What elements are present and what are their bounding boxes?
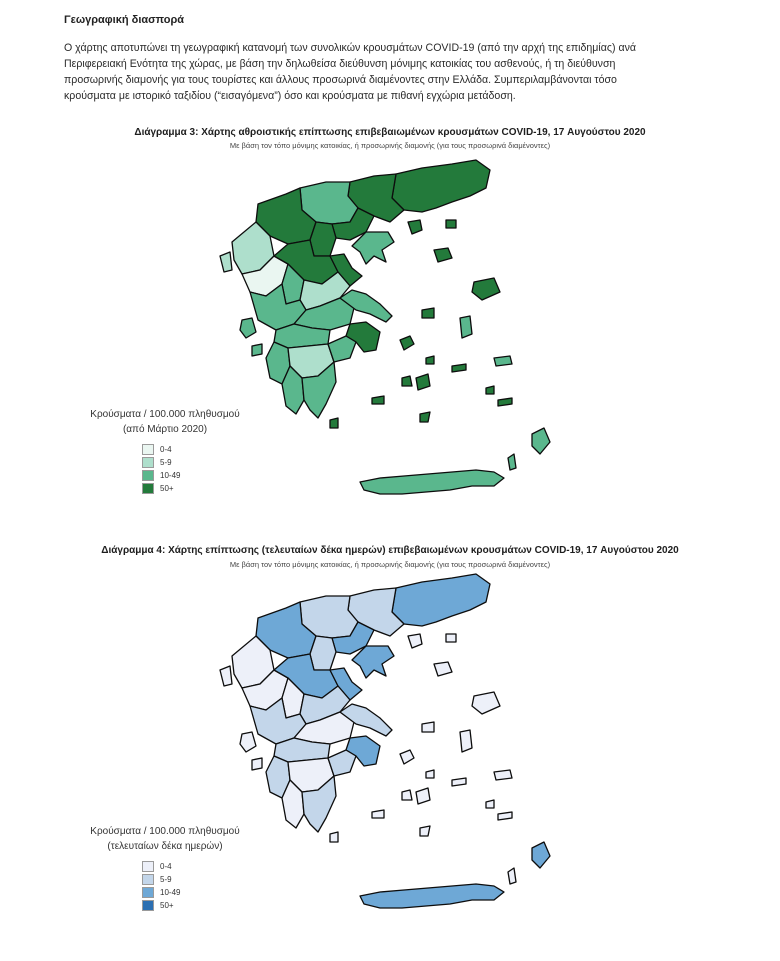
map-3-island-chios bbox=[460, 316, 472, 338]
map-3-region-pieria bbox=[310, 222, 336, 256]
map-4-region-thrace bbox=[392, 574, 490, 626]
map-3-legend-title-line: Κρούσματα / 100.000 πληθυσμού bbox=[90, 409, 240, 420]
map-3-legend-label: 50+ bbox=[160, 484, 174, 493]
map-3-legend-label: 5-9 bbox=[160, 458, 172, 467]
intro-line: κρούσματα με ιστορικό ταξιδίου (“εισαγόμενα”) όσο και κρούσματα με πιθανή εγχώρια μετάδοση. bbox=[64, 90, 516, 102]
map-4-region-argolida bbox=[328, 750, 356, 776]
map-4-legend-label: 50+ bbox=[160, 901, 174, 910]
map-3-title: Διάγραμμα 3: Χάρτης αθροιστικής επίπτωσης επιβεβαιωμένων κρουσμάτων COVID-19, 17 Αυγούστου 2020 bbox=[134, 127, 646, 138]
map-4-legend-item bbox=[142, 860, 250, 873]
map-4-legend-label: 0-4 bbox=[160, 862, 172, 871]
map-3-island-kalymnos bbox=[486, 386, 494, 394]
map-3-island-mykonos bbox=[426, 356, 434, 364]
map-3-legend-swatch bbox=[142, 483, 154, 494]
map-4-legend bbox=[80, 824, 250, 912]
map-4-legend-item bbox=[142, 873, 250, 886]
intro-line: Ο χάρτης αποτυπώνει τη γεωγραφική κατανομή των συνολικών κρουσμάτων COVID-19 (από την αρχή της επιδημίας) ανά bbox=[64, 42, 637, 54]
map-4-region-pieria bbox=[310, 636, 336, 670]
map-3-island-andros bbox=[400, 336, 414, 350]
map-3-island-santorini bbox=[420, 412, 430, 422]
map-4-island-karpathos bbox=[508, 868, 516, 884]
section-title: Γεωγραφική διασπορά bbox=[64, 14, 185, 26]
map-3-island-samos bbox=[494, 356, 512, 366]
map-3-legend-item bbox=[142, 469, 250, 482]
map-3-island-lemnos bbox=[434, 248, 452, 262]
map-4-legend-swatch bbox=[142, 900, 154, 911]
map-4-island-chios bbox=[460, 730, 472, 752]
map-3-region-argolida bbox=[328, 336, 356, 362]
map-3-legend-swatch bbox=[142, 457, 154, 468]
map-3-island-zakynthos bbox=[252, 344, 262, 356]
map-3-island-karpathos bbox=[508, 454, 516, 470]
map-3-legend bbox=[80, 407, 250, 495]
map-3-island-samothrace bbox=[446, 220, 456, 228]
map-3-legend-swatch bbox=[142, 470, 154, 481]
map-4-island-kalymnos bbox=[486, 800, 494, 808]
map-3-legend-item bbox=[142, 443, 250, 456]
map-4-legend-title-line: (τελευταίων δέκα ημερών) bbox=[107, 841, 223, 852]
map-3-legend-label: 0-4 bbox=[160, 445, 172, 454]
map-3-island-lesvos bbox=[472, 278, 500, 300]
map-4-island-kythira bbox=[330, 832, 338, 842]
map-3-island-milos bbox=[372, 396, 384, 404]
map-3-island-rhodes bbox=[532, 428, 550, 454]
map-4-region-crete bbox=[360, 884, 504, 908]
map-4-island-andros bbox=[400, 750, 414, 764]
map-4-island-lesvos bbox=[472, 692, 500, 714]
map-4-legend-item bbox=[142, 886, 250, 899]
map-4-island-skyros bbox=[422, 722, 434, 732]
intro-line: προσωρινής διαμονής για τους τουρίστες και άλλους προσωρινά διαμένοντες στην Ελλάδα. Συμπεριλαμβάνονται τόσο bbox=[64, 74, 617, 86]
map-3-island-kefalonia bbox=[240, 318, 256, 338]
map-4-legend-swatch bbox=[142, 861, 154, 872]
map-3-legend-title-line: (από Μάρτιο 2020) bbox=[122, 424, 208, 435]
map-3-region-thrace bbox=[392, 160, 490, 212]
map-4-island-corfu bbox=[220, 666, 232, 686]
map-4-island-santorini bbox=[420, 826, 430, 836]
map-4-legend-label: 5-9 bbox=[160, 875, 172, 884]
map-4-legend-swatch bbox=[142, 874, 154, 885]
map-4-island-milos bbox=[372, 810, 384, 818]
map-3-legend-swatch bbox=[142, 444, 154, 455]
map-3-subtitle: Με βάση τον τόπο μόνιμης κατοικίας, ή προσωρινής διαμονής (για τους προσωρινά διαμένοντες) bbox=[229, 141, 551, 150]
map-3-island-thasos bbox=[408, 220, 422, 234]
map-4-island-zakynthos bbox=[252, 758, 262, 770]
map-3-island-ikaria bbox=[452, 364, 466, 372]
map-4-island-mykonos bbox=[426, 770, 434, 778]
map-4-island-kefalonia bbox=[240, 732, 256, 752]
map-3-island-kos bbox=[498, 398, 512, 406]
map-4-island-ikaria bbox=[452, 778, 466, 786]
map-4-legend-item bbox=[142, 899, 250, 912]
map-4-island-thasos bbox=[408, 634, 422, 648]
map-3-island-corfu bbox=[220, 252, 232, 272]
map-3-legend-title bbox=[80, 407, 250, 437]
map-4-island-naxos bbox=[416, 788, 430, 804]
map-3-island-naxos bbox=[416, 374, 430, 390]
map-3-island-paros bbox=[402, 376, 412, 386]
map-4-island-samos bbox=[494, 770, 512, 780]
map-4-legend-title bbox=[80, 824, 250, 854]
map-3-legend-item bbox=[142, 482, 250, 495]
map-3-legend-label: 10-49 bbox=[160, 471, 181, 480]
map-4-island-kos bbox=[498, 812, 512, 820]
map-3-region-crete bbox=[360, 470, 504, 494]
map-4-legend-swatch bbox=[142, 887, 154, 898]
map-4-regions bbox=[220, 574, 550, 908]
map-4-island-samothrace bbox=[446, 634, 456, 642]
intro-paragraph bbox=[64, 40, 732, 104]
map-4-legend-title-line: Κρούσματα / 100.000 πληθυσμού bbox=[90, 826, 240, 837]
map-3-regions bbox=[220, 160, 550, 494]
map-4-island-paros bbox=[402, 790, 412, 800]
map-4-legend-label: 10-49 bbox=[160, 888, 181, 897]
map-3-island-kythira bbox=[330, 418, 338, 428]
map-4-title: Διάγραμμα 4: Χάρτης επίπτωσης (τελευταίων δέκα ημερών) επιβεβαιωμένων κρουσμάτων COVID-19, 17 Αυγούστου 2020 bbox=[101, 545, 679, 556]
map-4-subtitle: Με βάση τον τόπο μόνιμης κατοικίας, ή προσωρινής διαμονής (για τους προσωρινά διαμένοντες) bbox=[229, 560, 551, 569]
map-4-island-lemnos bbox=[434, 662, 452, 676]
map-4-region-chalkidiki bbox=[352, 646, 394, 678]
map-4-island-rhodes bbox=[532, 842, 550, 868]
map-3-legend-item bbox=[142, 456, 250, 469]
map-3-island-skyros bbox=[422, 308, 434, 318]
intro-line: Περιφερειακή Ενότητα της χώρας, με βάση την δηλωθείσα διεύθυνση μόνιμης κατοικίας του ασθενούς, ή τη διεύθυνση bbox=[64, 58, 616, 70]
map-3-region-chalkidiki bbox=[352, 232, 394, 264]
